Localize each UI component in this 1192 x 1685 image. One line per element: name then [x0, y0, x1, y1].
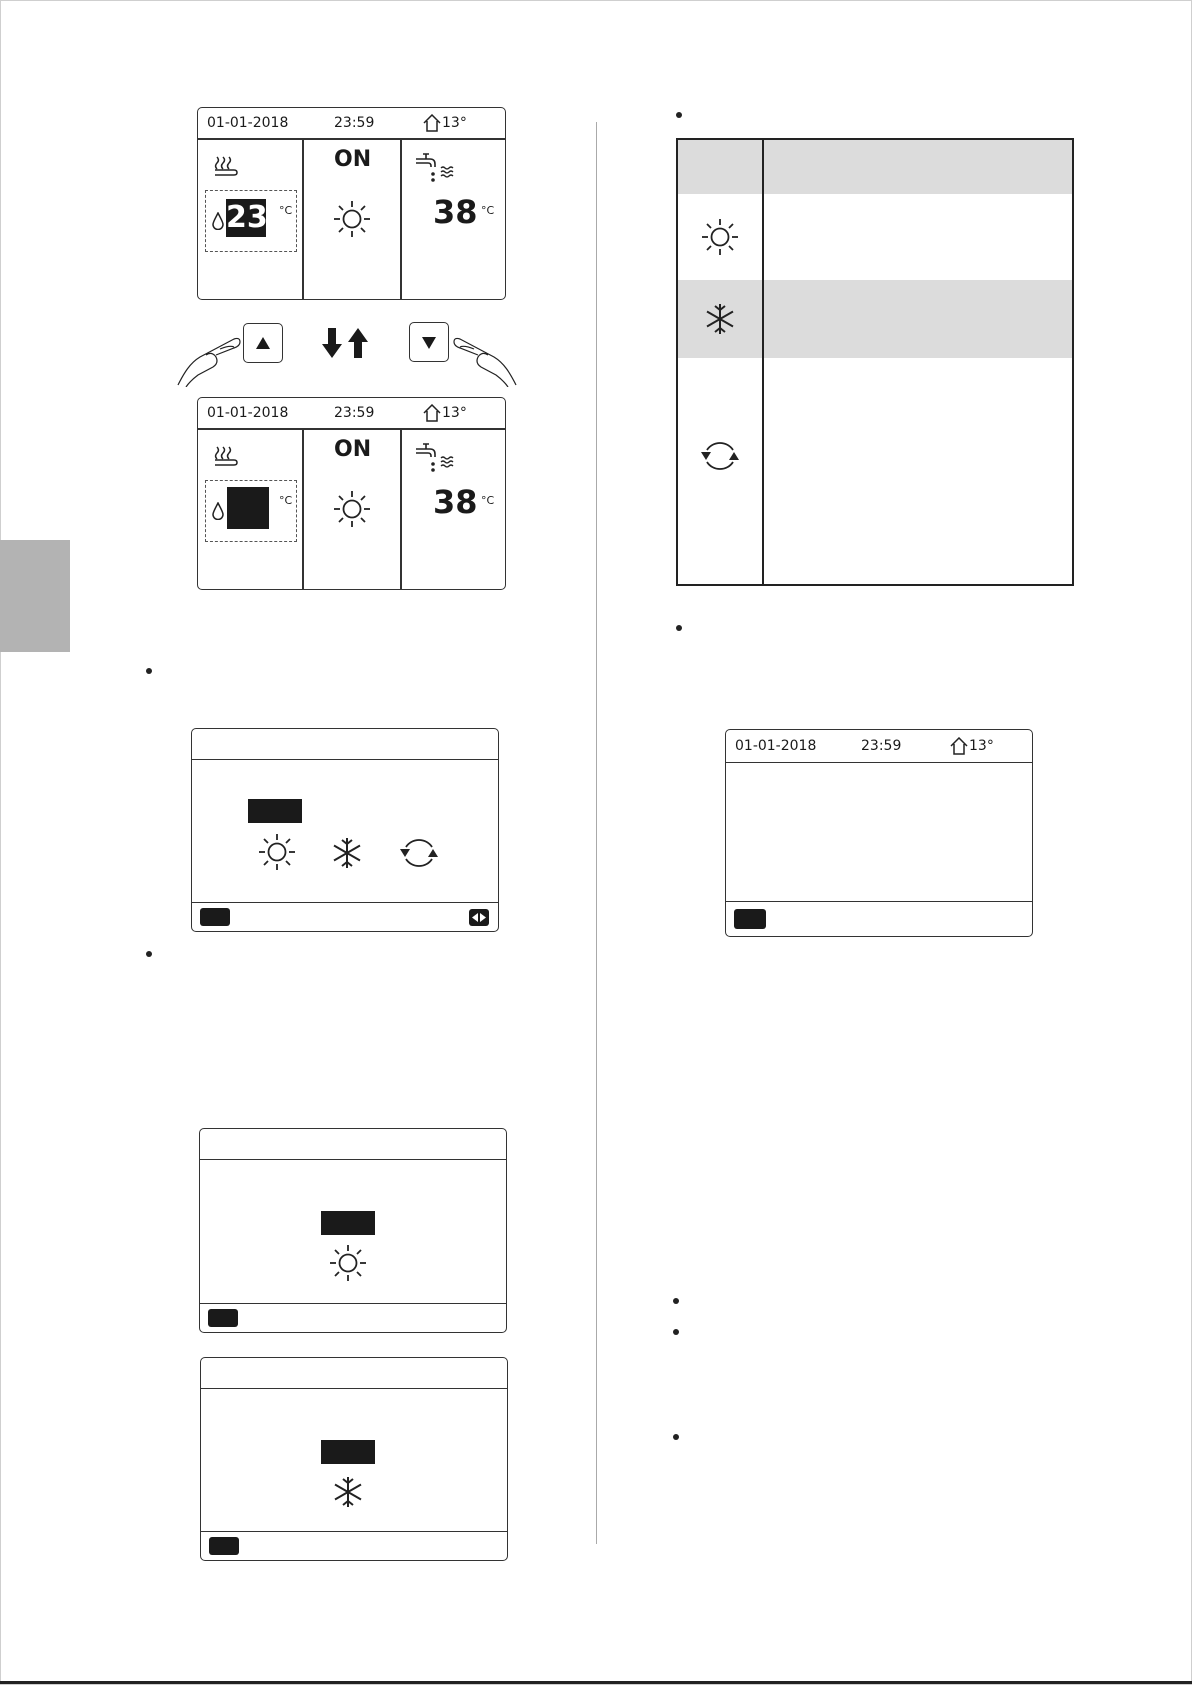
menu-footer	[726, 901, 1032, 936]
outdoor-temp-label: 13°	[442, 115, 467, 131]
floor-heating-icon	[212, 155, 238, 177]
setpoint-blinking-block[interactable]	[227, 487, 269, 529]
power-state: ON	[334, 437, 372, 462]
hand-pointing-icon	[446, 325, 518, 387]
date-label: 01-01-2018	[207, 115, 289, 131]
selected-mode-highlight[interactable]	[248, 799, 302, 823]
date-label: 01-01-2018	[207, 405, 289, 421]
snowflake-icon[interactable]	[330, 836, 364, 870]
menu-title-bar	[192, 729, 498, 760]
hot-water-tap-icon	[414, 152, 456, 182]
water-drop-icon	[212, 212, 224, 230]
power-state: ON	[334, 147, 372, 172]
sun-icon	[700, 217, 740, 257]
selected-mode-highlight[interactable]	[321, 1211, 375, 1235]
left-right-arrows-icon[interactable]	[469, 909, 489, 926]
outdoor-temp-label: 13°	[442, 405, 467, 421]
house-icon	[949, 737, 969, 755]
house-icon	[422, 404, 442, 422]
menu-footer	[201, 1531, 507, 1560]
hot-water-tap-icon	[414, 442, 456, 472]
room-setpoint-value[interactable]: 23	[226, 200, 268, 235]
down-key[interactable]	[409, 322, 449, 362]
floor-heating-icon	[212, 445, 238, 467]
section-tab	[0, 540, 70, 652]
main-display-screen-1	[197, 107, 506, 300]
sun-icon	[328, 1243, 368, 1283]
time-label: 23:59	[334, 115, 375, 131]
mode-selection-screen	[191, 728, 499, 932]
hand-pointing-icon	[176, 325, 248, 387]
dhw-temp-value: 38	[433, 483, 478, 521]
table-header-row	[678, 140, 1072, 194]
main-display-screen-2	[197, 397, 506, 590]
ok-button[interactable]	[208, 1309, 238, 1327]
bullet	[673, 1298, 679, 1304]
table-row-cool	[678, 280, 1072, 358]
sun-icon[interactable]	[257, 832, 297, 872]
page-bottom-rule	[0, 1681, 1192, 1684]
bullet	[676, 625, 682, 631]
bullet	[676, 112, 682, 118]
auto-cycle-icon	[699, 436, 741, 476]
time-label: 23:59	[861, 738, 902, 754]
bullet	[673, 1329, 679, 1335]
heat-mode-screen	[199, 1128, 507, 1333]
snowflake-icon	[703, 302, 737, 336]
menu-footer	[200, 1303, 506, 1332]
water-drop-icon	[212, 502, 224, 520]
bullet	[146, 668, 152, 674]
table-row-heat	[678, 194, 1072, 280]
bullet	[673, 1434, 679, 1440]
unit-label: °C	[481, 204, 495, 217]
status-bar	[198, 398, 505, 430]
unit-label: °C	[279, 494, 293, 507]
message-screen	[725, 729, 1033, 937]
table-row-auto	[678, 358, 1072, 584]
mode-table	[676, 138, 1074, 586]
time-label: 23:59	[334, 405, 375, 421]
bullet	[146, 951, 152, 957]
menu-title-bar	[201, 1358, 507, 1389]
ok-button[interactable]	[209, 1537, 239, 1555]
auto-cycle-icon[interactable]	[398, 833, 440, 873]
house-icon	[422, 114, 442, 132]
menu-footer	[192, 902, 498, 931]
selected-mode-highlight[interactable]	[321, 1440, 375, 1464]
menu-title-bar	[200, 1129, 506, 1160]
unit-label: °C	[279, 204, 293, 217]
ok-button[interactable]	[734, 909, 766, 929]
status-bar	[198, 108, 505, 140]
outdoor-temp-label: 13°	[969, 738, 994, 754]
snowflake-icon	[331, 1475, 365, 1509]
sun-icon	[332, 199, 372, 239]
down-arrow-key-icon	[421, 336, 437, 350]
unit-label: °C	[481, 494, 495, 507]
swap-arrows-icon	[320, 327, 376, 359]
cool-mode-screen	[200, 1357, 508, 1561]
status-bar	[726, 730, 1032, 763]
dhw-temp-value: 38	[433, 193, 478, 231]
up-key[interactable]	[243, 323, 283, 363]
ok-button[interactable]	[200, 908, 230, 926]
date-label: 01-01-2018	[735, 738, 817, 754]
sun-icon	[332, 489, 372, 529]
up-arrow-key-icon	[255, 336, 271, 350]
